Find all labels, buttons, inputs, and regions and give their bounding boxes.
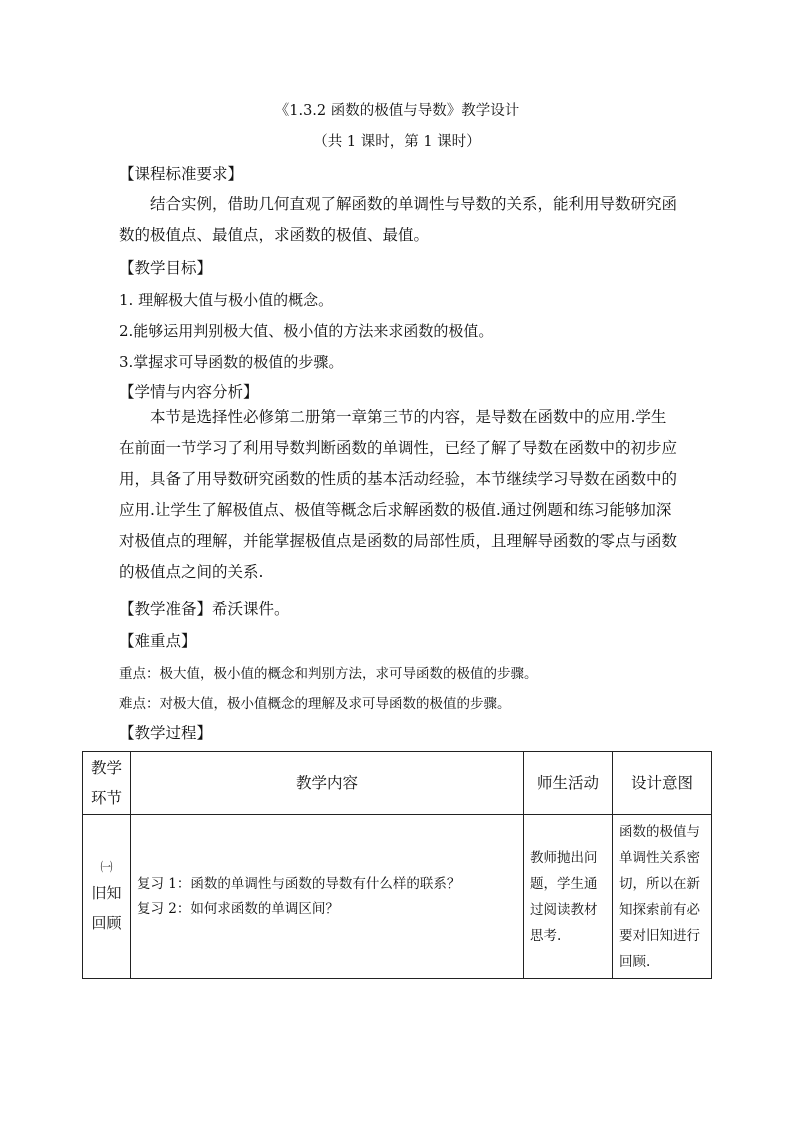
goal-item-3: 3.掌握求可导函数的极值的步骤。 [119,353,344,371]
goals-heading: 【教学目标】 [119,259,213,277]
table-header-row [83,752,712,815]
header-intent: 设计意图 [613,752,712,815]
header-content: 教学内容 [131,752,524,815]
document-title: 《1.3.2 函数的极值与导数》教学设计 [274,103,520,119]
analysis-text: 本节是选择性必修第二册第一章第三节的内容，是导数在函数中的应用.学生在前面一节学习了利用导数判断函数的单调性，已经了解了导数在函数中的初步应用，具备了用导数研究函数的性质的基本活动经验，本节继续学习导数在函数中的应用.让学生了解极值点、极值等概念后求解函数的极值.通过例题和练习能够加深对极值点的理解，并能掌握极值点是函数的局部性质，且理解导函数的零点与函数的极值点之间的关系. [119,408,678,581]
standard-paragraph [119,189,679,251]
process-heading: 【教学过程】 [119,724,213,742]
review-question-2: 复习 2：如何求函数的单调区间？ [137,900,339,917]
standard-text: 结合实例，借助几何直观了解函数的单调性与导数的关系，能利用导数研究函数的极值点、最值点，求函数的极值、最值。 [119,195,678,244]
analysis-heading: 【学情与内容分析】 [119,383,259,401]
stage-cell [83,815,131,979]
document-subtitle: （共 1 课时，第 1 课时） [313,134,481,150]
prep-text: 希沃课件。 [212,600,290,618]
stage-line-1: 旧知 [91,883,122,902]
header-stage-line-1: 教学 [90,759,122,777]
content-cell [131,815,524,979]
intent-cell: 函数的极值与单调性关系密切，所以在新知探索前有必要对旧知进行回顾. [613,815,712,979]
goal-item-1: 1. 理解极大值与极小值的概念。 [119,291,334,309]
stage-line-2: 回顾 [91,913,122,932]
prep-heading-line [119,597,290,621]
analysis-paragraph [119,402,679,588]
prep-heading: 【教学准备】 [119,600,213,618]
header-stage-line-2: 环节 [90,789,122,807]
table-row [83,815,712,979]
header-activity: 师生活动 [524,752,613,815]
teaching-process-table [82,751,712,979]
difficult-point: 难点：对极大值，极小值概念的理解及求可导函数的极值的步骤。 [119,696,511,712]
key-heading: 【难重点】 [119,632,197,650]
header-stage [83,752,131,815]
standard-heading: 【课程标准要求】 [119,165,244,183]
activity-cell: 教师抛出问题，学生通过阅读教材思考. [524,815,613,979]
review-question-1: 复习 1：函数的单调性与函数的导数有什么样的联系？ [137,875,461,892]
key-point: 重点：极大值，极小值的概念和判别方法，求可导函数的极值的步骤。 [119,666,538,682]
goal-item-2: 2.能够运用判别极大值、极小值的方法来求函数的极值。 [119,322,494,340]
stage-number: ㈠ [100,859,113,874]
